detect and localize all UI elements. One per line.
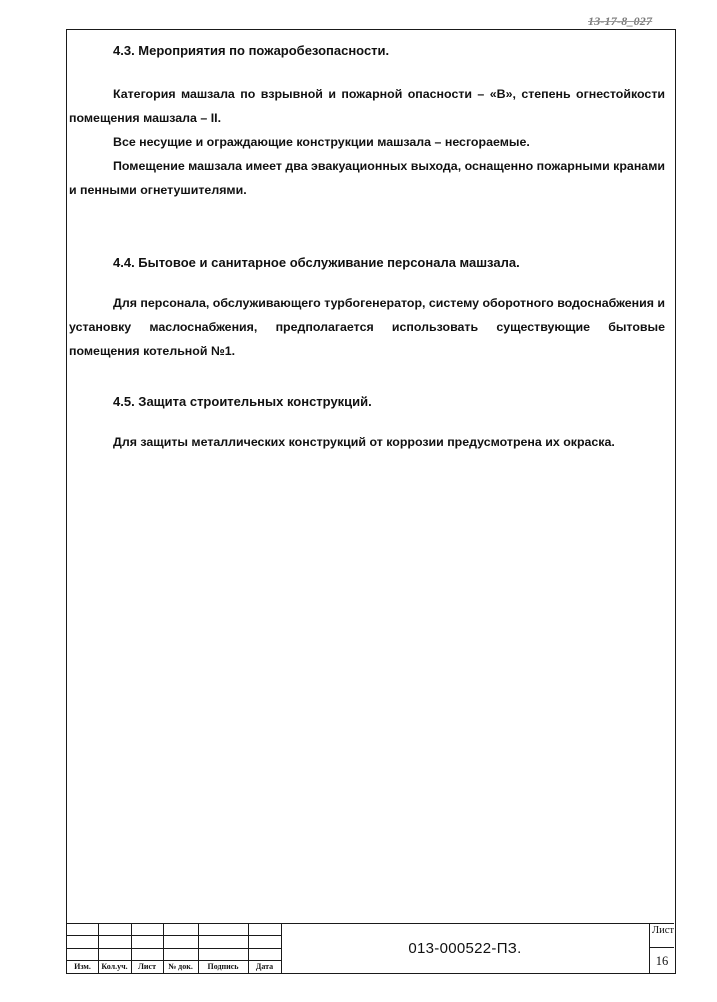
paragraph-exits: Помещение машзала имеет два эвакуационных выхода, оснащенно пожарными кранами и пенными огнетушителями. (69, 159, 665, 197)
column-label-doc-no: № док. (168, 962, 193, 971)
title-block (67, 923, 674, 973)
page-frame (66, 29, 676, 974)
archive-stamp: 13-17-8_027 (588, 14, 653, 28)
column-label-list: Лист (137, 962, 157, 971)
column-label-signature: Подпись (207, 962, 239, 971)
paragraph-personnel: Для персонала, обслуживающего турбогенератор, систему оборотного водоснабжения и установку маслоснабжения, предполагается использовать существующие бытовые помещения котельной №1. (69, 296, 665, 358)
sheet-number: 16 (655, 954, 669, 968)
paragraph-corrosion: Для защиты металлических конструкций от коррозии предусмотрена их окраска. (113, 435, 615, 449)
section-heading-4-3: 4.3. Мероприятия по пожаробезопасности. (113, 43, 390, 58)
section-heading-4-4: 4.4. Бытовое и санитарное обслуживание персонала машзала. (113, 255, 520, 270)
column-label-date: Дата (255, 962, 274, 971)
paragraph-fire-category: Категория машзала по взрывной и пожарной опасности – «В», степень огнестойкости помещения машзала – II. (69, 87, 665, 125)
title-block-sheet-divider (649, 947, 674, 948)
section-heading-4-5: 4.5. Защита строительных конструкций. (113, 394, 372, 409)
paragraph-structures: Все несущие и ограждающие конструкции машзала – несгораемые. (113, 135, 530, 149)
column-label-izm: Изм. (74, 962, 91, 971)
sheet-label: Лист (652, 925, 674, 936)
document-code: 013-000522-ПЗ. (408, 939, 522, 957)
column-label-kol-uch: Кол.уч. (101, 962, 128, 971)
